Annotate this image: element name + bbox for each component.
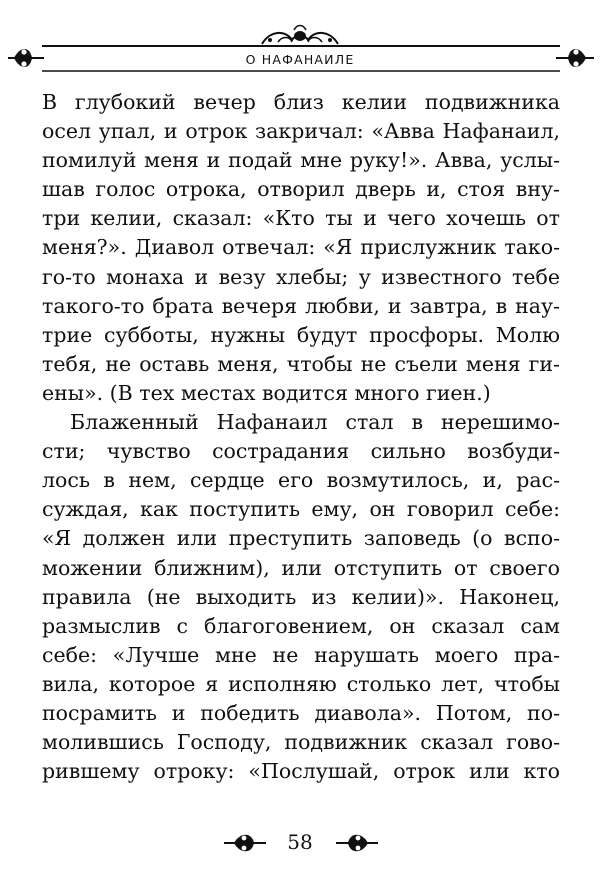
text-line: сти; чувство сострадания сильно возбуди- [42,439,560,464]
text-line: Блаженный Нафанаил стал в нерешимо- [70,410,560,435]
text-line: рившему отроку: «Послушай, отрок или кто [42,759,560,784]
text-line: себе: «Лучше мне не нарушать моего пра- [42,642,560,667]
scroll-ornament-icon [262,26,338,45]
text-line: размыслив с благоговением, он сказал сам [42,613,560,638]
text-line: меня?». Диавол отвечал: «Я прислужник тако- [42,235,560,260]
fleuron-right-icon [330,828,380,858]
page-number: 58 [287,830,313,854]
text-line: молившись Господу, подвижник сказал гово- [42,730,560,755]
text-line: суждая, как поступить ему, он говорил себе: [42,497,560,522]
text-line: тебя, не оставь меня, чтобы не съели меня ги- [42,351,560,376]
page-footer [0,820,600,860]
running-title: О НАФАНАИЛЕ [245,52,355,67]
text-line: помилуй меня и подай мне руку!». Авва, услы- [42,148,560,173]
header-rule [0,0,600,90]
text-line: трие субботы, нужны будут просфоры. Молю [42,322,560,347]
text-line: го-то монаха и везу хлебы; у известного тебе [42,264,560,289]
running-header [0,0,600,90]
text-line: такого-то брата вечеря любви, и завтра, в нау- [42,293,560,318]
text-line: ены». (В тех местах водится много гиен.) [42,380,491,405]
text-line: можении ближним), или отступить от своего [42,555,560,580]
text-line: посрамить и победить диавола». Потом, по- [42,700,560,725]
text-line: лось в нем, сердце его возмутилось, и, рас- [42,468,560,493]
text-line: В глубокий вечер близ келии подвижника [42,90,560,114]
body-text [42,88,560,786]
text-line: шав голос отрока, отворил дверь и, стоя вну- [42,177,560,202]
text-line: вила, которое я исполняю столько лет, чтобы [42,671,560,696]
text-line: осел упал, и отрок закричал: «Авва Нафанаил, [42,119,560,144]
text-line: три келии, сказал: «Кто ты и чего хочешь от [42,206,560,231]
text-line: «Я должен или преступить заповедь (о вспо- [42,526,560,551]
text-line: правила (не выходить из келии)». Наконец, [42,584,560,609]
